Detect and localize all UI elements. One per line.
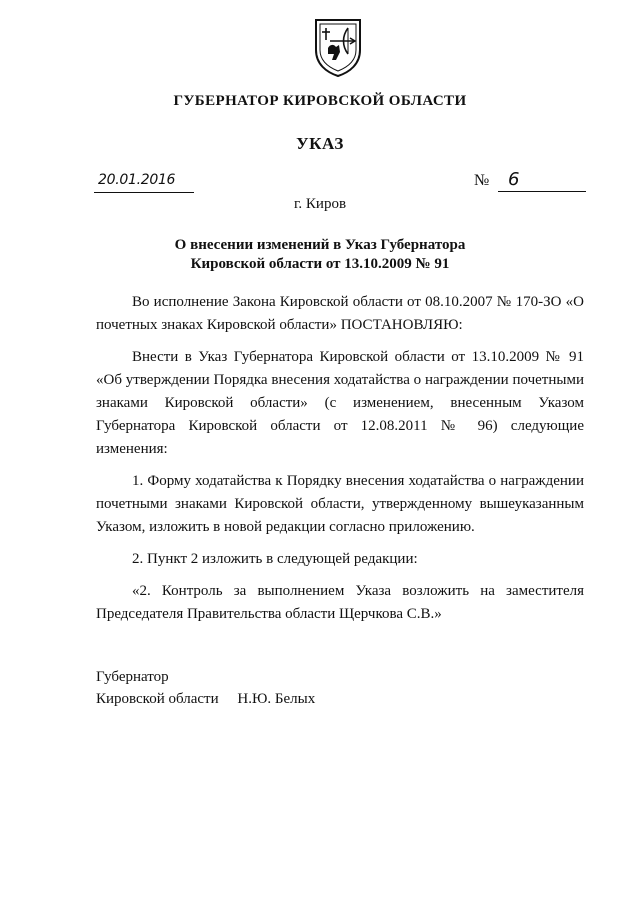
signatory-position-line-1: Губернатор — [96, 669, 169, 685]
decree-body — [96, 291, 584, 635]
decree-title-line-2: Кировской области от 13.10.2009 № 91 — [190, 256, 450, 272]
paragraph-item-2-text: «2. Контроль за выполнением Указа возложить на заместителя Председателя Правительства области Щерчкова С.В.» — [96, 583, 584, 622]
signatory-region: Кировской области — [96, 691, 219, 707]
paragraph-amend: Внести в Указ Губернатора Кировской области от 13.10.2009 № 91 «Об утверждении Порядка внесения ходатайства о награждении почетными знаками Кировской области» (с изменением, внесенным Указом Губернатора Кировской области от 12.08.2011 № 96) следующие изменения: — [96, 349, 584, 457]
paragraph-preamble: Во исполнение Закона Кировской области от 08.10.2007 № 170-ЗО «О почетных знаках Кировской области» ПОСТАНОВЛЯЮ: — [96, 294, 584, 333]
number-sign: № — [474, 172, 490, 189]
signatory-position-line-2 — [96, 688, 315, 710]
city: г. Киров — [293, 196, 347, 212]
number-underline — [498, 191, 586, 192]
decree-date-value: 20.01.2016 — [98, 172, 176, 188]
paragraph-item-2: 2. Пункт 2 изложить в следующей редакции: — [132, 551, 418, 567]
signature-block — [96, 666, 315, 710]
decree-title — [0, 236, 640, 274]
document-type: УКАЗ — [296, 134, 344, 153]
decree-title-line-1: О внесении изменений в Указ Губернатора — [174, 237, 466, 253]
issuing-authority: ГУБЕРНАТОР КИРОВСКОЙ ОБЛАСТИ — [173, 93, 467, 109]
signatory-name: Н.Ю. Белых — [237, 691, 316, 707]
paragraph-item-1: 1. Форму ходатайства к Порядку внесения ходатайства о награждении почетными знаками Кировской области, утвержденному вышеуказанным Указом, изложить в новой редакции согласно приложению. — [96, 473, 584, 535]
decree-number-value: 6 — [508, 169, 520, 190]
decree-date — [94, 170, 194, 193]
coat-of-arms-icon — [312, 16, 364, 78]
decree-number — [474, 170, 586, 192]
